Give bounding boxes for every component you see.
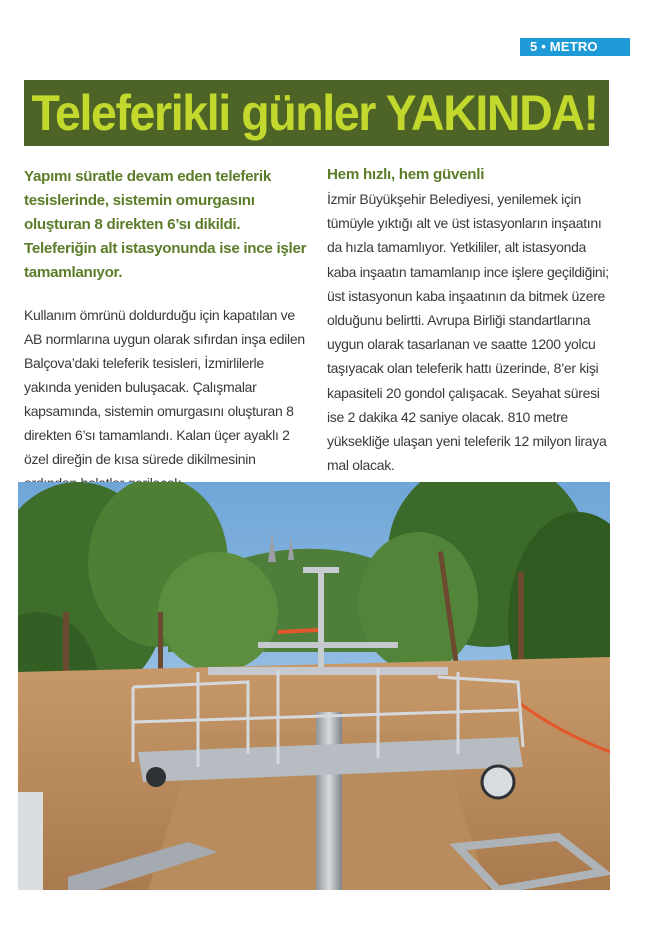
right-column — [327, 165, 612, 477]
left-column — [24, 165, 309, 495]
body-paragraph-left: Kullanım ömrünü doldurduğu için kapatılan ve AB normlarına uygun olarak sıfırdan inşa edilen Balçova’daki teleferik tesisleri, İzmirlilerle yakında yeniden buluşacak. Çalışmalar kapsamında, sistemin omurgasını oluşturan 8 direkten 6’sı tamamlandı. Kalan üçer ayaklı 2 özel direğin de kısa sürede dikilmesinin — [24, 307, 305, 467]
cable-car-construction-photo — [18, 482, 610, 890]
body-paragraph-right: İzmir Büyükşehir Belediyesi, yenilemek için tümüyle yıktığı alt ve üst istasyonların inşaatını da hızla tamamlıyor. Yetkililer, alt istasyonda kaba inşaatın tamamlanıp ince işlere geçildiğini; üst istasyonun kaba inşaatının da bitmek üzere olduğunu belirtti. Avrupa Birliği standartlarına uygun olarak tasarlanan ve saatte 1200 yolcu taşıyacak olan teleferik hattı üzerinde, 8’er kişi kapasiteli 20 gondol çalışacak. Seyahat süresi ise 2 dakika 42 saniye olacak. 810 metre yüksekliğe ulaşan yeni teleferik 12 milyon liraya mal olacak. — [327, 191, 609, 474]
subheading: Hem hızlı, hem güvenli — [327, 166, 485, 183]
headline-banner — [24, 80, 609, 146]
section-tag: 5 • METRO — [520, 38, 630, 56]
lead-paragraph: Yapımı süratle devam eden teleferik tesislerinde, sistemin omurgasını oluşturan 8 direkten 6’sı dikildi. Teleferiğin alt istasyonunda ise ince işler tamamlanıyor. — [24, 168, 307, 281]
headline: Teleferikli günler YAKINDA! — [31, 85, 598, 141]
